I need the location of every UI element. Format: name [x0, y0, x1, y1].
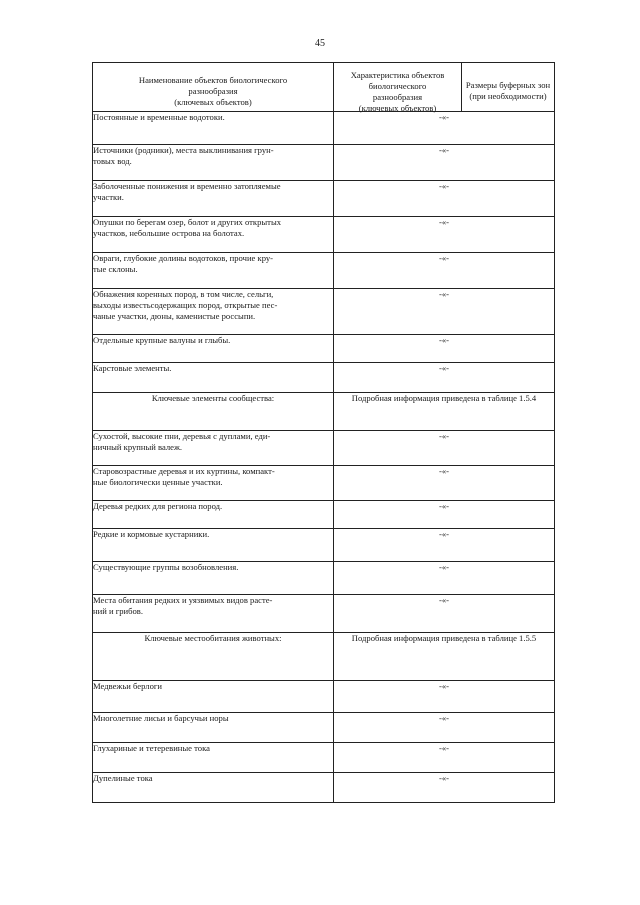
- object-name-cell: [93, 501, 334, 529]
- section-title: Ключевые элементы сообщества:: [93, 393, 334, 431]
- ditto-mark: -«-: [334, 501, 555, 529]
- object-name-line: Обнажения коренных пород, в том числе, сельги,: [93, 289, 274, 299]
- header-line: биологического: [368, 81, 427, 91]
- object-name-cell: [93, 713, 334, 743]
- header-line: Наименование объектов биологического: [138, 75, 288, 85]
- object-name-line: Редкие и кормовые кустарники.: [93, 529, 210, 539]
- ditto-mark: -«-: [334, 773, 555, 803]
- object-name-cell: [93, 335, 334, 363]
- object-name-line: Заболоченные понижения и временно затопляемые: [93, 181, 281, 191]
- object-name-cell: [93, 181, 334, 217]
- header-line: разнообразия: [372, 92, 423, 102]
- header-line: (при необходимости): [469, 91, 547, 101]
- table-row: [93, 112, 555, 145]
- ditto-mark: -«-: [334, 713, 555, 743]
- ditto-mark: -«-: [334, 743, 555, 773]
- object-name-line: ний и грибов.: [93, 606, 143, 616]
- object-name-line: Дупелиные тока: [93, 773, 153, 783]
- ditto-mark: -«-: [334, 595, 555, 633]
- object-name-line: Места обитания редких и уязвимых видов расте-: [93, 595, 273, 605]
- ditto-mark: -«-: [334, 217, 555, 253]
- key-objects-table: [92, 62, 555, 803]
- ditto-mark: -«-: [334, 253, 555, 289]
- ditto-mark: -«-: [334, 363, 555, 393]
- object-name-cell: [93, 681, 334, 713]
- object-name-line: тые склоны.: [93, 264, 138, 274]
- ditto-mark: -«-: [334, 466, 555, 501]
- header-line: (ключевых объектов): [174, 97, 252, 107]
- table-row: [93, 181, 555, 217]
- ditto-mark: -«-: [334, 335, 555, 363]
- object-name-line: товых вод.: [93, 156, 132, 166]
- ditto-mark: -«-: [334, 431, 555, 466]
- object-name-cell: [93, 562, 334, 595]
- object-name-line: Медвежьи берлоги: [93, 681, 162, 691]
- object-name-line: выходы известьсодержащих пород, открытые пес-: [93, 300, 278, 310]
- object-name-cell: [93, 431, 334, 466]
- header-line: Характеристика объектов: [350, 70, 445, 80]
- object-name-line: участки.: [93, 192, 124, 202]
- header-objects-characteristic: [334, 63, 462, 112]
- object-name-line: Многолетние лисьи и барсучьи норы: [93, 713, 229, 723]
- object-name-line: Отдельные крупные валуны и глыбы.: [93, 335, 231, 345]
- object-name-cell: [93, 217, 334, 253]
- object-name-cell: [93, 289, 334, 335]
- table-row: [93, 501, 555, 529]
- ditto-mark: -«-: [334, 112, 555, 145]
- object-name-line: Овраги, глубокие долины водотоков, прочие кру-: [93, 253, 274, 263]
- object-name-cell: [93, 363, 334, 393]
- table-row: [93, 363, 555, 393]
- table-section-row: [93, 633, 555, 681]
- object-name-cell: [93, 112, 334, 145]
- object-name-line: участков, небольшие острова на болотах.: [93, 228, 245, 238]
- table-row: [93, 466, 555, 501]
- table-row: [93, 713, 555, 743]
- object-name-line: Источники (родники), места выклинивания грун-: [93, 145, 274, 155]
- table-row: [93, 562, 555, 595]
- object-name-line: Сухостой, высокие пни, деревья с дуплами, еди-: [93, 431, 271, 441]
- ditto-mark: -«-: [334, 562, 555, 595]
- ditto-mark: -«-: [334, 145, 555, 181]
- header-objects-name: [93, 63, 334, 112]
- header-buffer-zones: [462, 63, 555, 112]
- ditto-mark: -«-: [334, 681, 555, 713]
- table-row: [93, 743, 555, 773]
- table-row: [93, 681, 555, 713]
- section-title: Ключевые местообитания животных:: [93, 633, 334, 681]
- object-name-line: Постоянные и временные водотоки.: [93, 112, 225, 122]
- table-row: [93, 529, 555, 562]
- object-name-line: Глухариные и тетеревиные тока: [93, 743, 210, 753]
- table-row: [93, 431, 555, 466]
- table-row: [93, 595, 555, 633]
- ditto-mark: -«-: [334, 181, 555, 217]
- header-line: (ключевых объектов): [358, 103, 437, 113]
- table-row: [93, 289, 555, 335]
- table-row: [93, 773, 555, 803]
- object-name-cell: [93, 145, 334, 181]
- section-reference: Подробная информация приведена в таблице 1.5.5: [334, 633, 555, 681]
- header-line: Размеры буферных зон: [465, 80, 551, 90]
- object-name-cell: [93, 253, 334, 289]
- section-reference: Подробная информация приведена в таблице 1.5.4: [334, 393, 555, 431]
- object-name-cell: [93, 466, 334, 501]
- object-name-cell: [93, 743, 334, 773]
- object-name-line: Опушки по берегам озер, болот и других открытых: [93, 217, 282, 227]
- table-row: [93, 217, 555, 253]
- table-row: [93, 145, 555, 181]
- table-header-row: [93, 63, 555, 112]
- header-line: разнообразия: [188, 86, 238, 96]
- object-name-line: ные биологически ценные участки.: [93, 477, 223, 487]
- object-name-line: Деревья редких для региона пород.: [93, 501, 223, 511]
- object-name-line: ничный крупный валеж.: [93, 442, 183, 452]
- object-name-line: чаные участки, дюны, каменистые россыпи.: [93, 311, 256, 321]
- table-section-row: [93, 393, 555, 431]
- object-name-line: Карстовые элементы.: [93, 363, 172, 373]
- object-name-cell: [93, 595, 334, 633]
- table-row: [93, 253, 555, 289]
- ditto-mark: -«-: [334, 289, 555, 335]
- table-row: [93, 335, 555, 363]
- object-name-line: Существующие группы возобновления.: [93, 562, 239, 572]
- ditto-mark: -«-: [334, 529, 555, 562]
- object-name-line: Старовозрастные деревья и их куртины, компакт-: [93, 466, 275, 476]
- object-name-cell: [93, 773, 334, 803]
- page-number: 45: [315, 38, 325, 49]
- object-name-cell: [93, 529, 334, 562]
